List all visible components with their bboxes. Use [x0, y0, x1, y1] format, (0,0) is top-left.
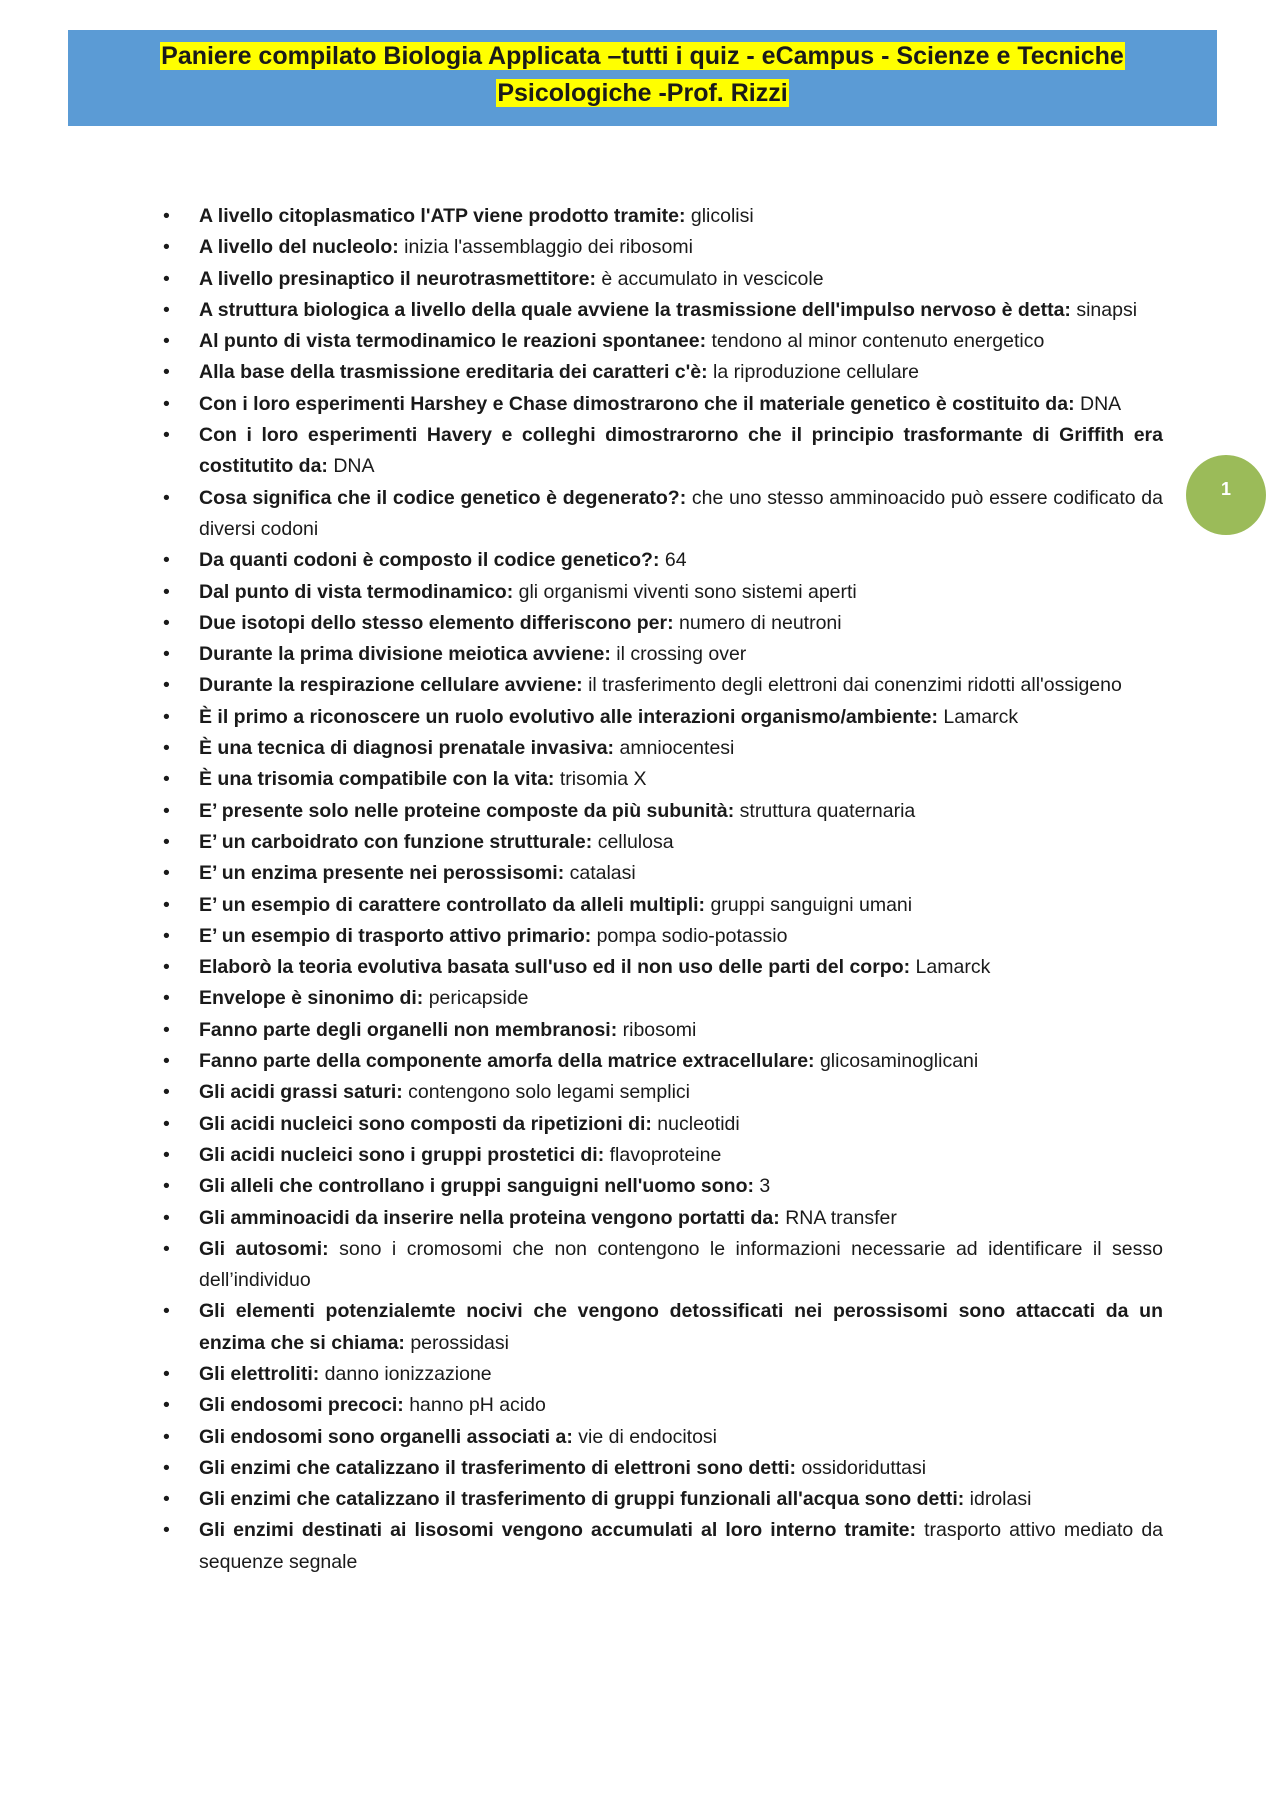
bullet-icon: •	[163, 830, 170, 853]
bullet-icon: •	[163, 267, 170, 290]
bullet-icon: •	[163, 1488, 170, 1511]
bullet-icon: •	[163, 956, 170, 979]
answer-text: perossidasi	[404, 1331, 509, 1354]
question-text: Gli alleli che controllano i gruppi sanguigni nell'uomo sono:	[199, 1175, 754, 1198]
list-item	[163, 357, 1163, 388]
list-item	[163, 1171, 1163, 1202]
question-text: E’ un enzima presente nei perossisomi:	[199, 862, 565, 885]
question-text: A livello del nucleolo:	[199, 236, 399, 259]
bullet-icon: •	[163, 987, 170, 1010]
list-item	[163, 389, 1163, 420]
list-item	[163, 639, 1163, 670]
list-item	[163, 1422, 1163, 1453]
bullet-icon: •	[163, 1237, 170, 1260]
bullet-icon: •	[163, 799, 170, 822]
question-text: Gli endosomi precoci:	[199, 1394, 404, 1417]
bullet-icon: •	[163, 1300, 170, 1323]
title-line-1: Paniere compilato Biologia Applicata –tutti i quiz - eCampus - Scienze e Tecniche	[161, 42, 1124, 70]
question-text: Fanno parte della componente amorfa della matrice extracellulare:	[199, 1050, 815, 1073]
list-item	[163, 326, 1163, 357]
answer-text: glicosaminoglicani	[814, 1050, 979, 1073]
list-item	[163, 733, 1163, 764]
answer-text: amniocentesi	[614, 737, 735, 760]
question-text: Gli elettroliti:	[199, 1362, 320, 1385]
bullet-icon: •	[163, 205, 170, 227]
question-text: Gli acidi nucleici sono i gruppi prostetici di:	[199, 1143, 605, 1166]
question-text: Cosa significa che il codice genetico è degenerato?:	[199, 486, 687, 509]
answer-text: il crossing over	[610, 643, 747, 666]
answer-text: RNA transfer	[779, 1206, 897, 1229]
answer-text: la riproduzione cellulare	[707, 361, 920, 384]
question-text: E’ un esempio di carattere controllato da alleli multipli:	[199, 893, 706, 916]
list-item	[163, 420, 1163, 483]
list-item	[163, 670, 1163, 701]
list-item	[163, 264, 1163, 295]
list-item	[163, 764, 1163, 795]
bullet-icon: •	[163, 893, 170, 916]
bullet-icon: •	[163, 580, 170, 603]
list-item	[163, 545, 1163, 576]
question-text: Gli acidi nucleici sono composti da ripetizioni di:	[199, 1112, 652, 1135]
answer-text: 3	[754, 1175, 771, 1198]
list-item	[163, 1453, 1163, 1484]
answer-text: hanno pH acido	[403, 1394, 546, 1417]
bullet-icon: •	[163, 737, 170, 760]
answer-text: inizia l'assemblaggio dei ribosomi	[398, 236, 693, 259]
answer-text: ossidoriduttasi	[796, 1456, 927, 1479]
document-title	[68, 38, 1217, 112]
list-item	[163, 702, 1163, 733]
question-text: E’ presente solo nelle proteine composte da più subunità:	[199, 799, 735, 822]
question-text: Fanno parte degli organelli non membranosi:	[199, 1018, 618, 1041]
list-item	[163, 1359, 1163, 1390]
answer-text: struttura quaternaria	[734, 799, 916, 822]
bullet-icon: •	[163, 611, 170, 634]
question-text: Gli acidi grassi saturi:	[199, 1081, 403, 1104]
answer-text: è accumulato in vescicole	[595, 267, 824, 290]
answer-text: vie di endocitosi	[572, 1425, 718, 1448]
list-item	[163, 921, 1163, 952]
question-text: È una trisomia compatibile con la vita:	[199, 768, 555, 791]
bullet-icon: •	[163, 643, 170, 666]
bullet-icon: •	[163, 1081, 170, 1104]
list-item	[163, 983, 1163, 1014]
question-text: A struttura biologica a livello della quale avviene la trasmissione dell'impulso nervoso è detta:	[199, 298, 1071, 321]
question-text: E’ un carboidrato con funzione strutturale:	[199, 830, 593, 853]
question-text: Elaborò la teoria evolutiva basata sull'uso ed il non uso delle parti del corpo:	[199, 956, 911, 979]
question-text: Con i loro esperimenti Havery e colleghi dimostrarorno che il principio trasformante di Griffith era costitutito da:	[199, 424, 1163, 478]
list-item	[163, 1109, 1163, 1140]
bullet-icon: •	[163, 1050, 170, 1073]
answer-text: pericapside	[423, 987, 529, 1010]
list-item	[163, 201, 1163, 232]
answer-text: che uno stesso amminoacido può essere codificato da diversi codoni	[199, 486, 1163, 540]
answer-text: tendono al minor contenuto energetico	[706, 330, 1045, 353]
list-item	[163, 890, 1163, 921]
bullet-icon: •	[163, 862, 170, 885]
bullet-icon: •	[163, 674, 170, 697]
question-text: Al punto di vista termodinamico le reazioni spontanee:	[199, 330, 707, 353]
answer-text: flavoproteine	[604, 1143, 722, 1166]
answer-text: ribosomi	[617, 1018, 697, 1041]
list-item	[163, 577, 1163, 608]
answer-text: gruppi sanguigni umani	[705, 893, 913, 916]
answer-text: il trasferimento degli elettroni dai conenzimi ridotti all'ossigeno	[582, 674, 1122, 697]
answer-text: sono i cromosomi che non contengono le informazioni necessarie ad identificare il sesso dell’individuo	[199, 1237, 1163, 1292]
bullet-icon: •	[163, 1362, 170, 1385]
page-number-badge	[1186, 455, 1266, 535]
bullet-icon: •	[163, 924, 170, 947]
list-item	[163, 1077, 1163, 1108]
answer-text: 64	[659, 549, 687, 572]
bullet-icon: •	[163, 1175, 170, 1198]
question-text: Durante la respirazione cellulare avviene:	[199, 674, 583, 697]
answer-text: pompa sodio-potassio	[591, 924, 788, 947]
list-item	[163, 483, 1163, 546]
answer-text: gli organismi viventi sono sistemi aperti	[513, 580, 857, 603]
bullet-icon: •	[163, 1456, 170, 1479]
question-text: Gli endosomi sono organelli associati a:	[199, 1425, 573, 1448]
list-item	[163, 608, 1163, 639]
question-text: Gli enzimi che catalizzano il trasferimento di gruppi funzionali all'acqua sono detti:	[199, 1488, 965, 1511]
question-text: È una tecnica di diagnosi prenatale invasiva:	[199, 737, 615, 760]
bullet-icon: •	[163, 1112, 170, 1135]
list-item	[163, 952, 1163, 983]
list-item	[163, 232, 1163, 263]
answer-text: Lamarck	[937, 705, 1019, 728]
list-item	[163, 796, 1163, 827]
bullet-icon: •	[163, 705, 170, 728]
list-item	[163, 1484, 1163, 1515]
list-item	[163, 295, 1163, 326]
page-number: 1	[1220, 479, 1231, 499]
answer-text: cellulosa	[592, 830, 674, 853]
list-item	[163, 1046, 1163, 1077]
question-text: Gli enzimi che catalizzano il trasferimento di elettroni sono detti:	[199, 1456, 797, 1479]
answer-text: danno ionizzazione	[319, 1362, 492, 1385]
bullet-icon: •	[163, 486, 170, 509]
question-text: Due isotopi dello stesso elemento differiscono per:	[199, 611, 674, 634]
bullet-icon: •	[163, 1018, 170, 1041]
bullet-icon: •	[163, 298, 170, 321]
bullet-icon: •	[163, 1394, 170, 1417]
bullet-icon: •	[163, 1206, 170, 1229]
question-text: A livello citoplasmatico l'ATP viene prodotto tramite:	[199, 205, 686, 227]
bullet-icon: •	[163, 392, 170, 415]
list-item	[163, 1515, 1163, 1578]
list-item	[163, 1140, 1163, 1171]
answer-text: catalasi	[564, 862, 636, 885]
title-line-2: Psicologiche -Prof. Rizzi	[497, 79, 788, 107]
bullet-icon: •	[163, 1143, 170, 1166]
list-item	[163, 1015, 1163, 1046]
question-text: Gli enzimi destinati ai lisosomi vengono accumulati al loro interno tramite:	[199, 1519, 916, 1542]
answer-text: DNA	[1074, 392, 1122, 415]
question-text: Gli elementi potenzialemte nocivi che vengono detossificati nei perossisomi sono attaccati da un enzima che si chiama:	[199, 1300, 1163, 1354]
question-text: Dal punto di vista termodinamico:	[199, 580, 514, 603]
answer-text: DNA	[327, 455, 375, 478]
question-text: Gli autosomi:	[199, 1237, 329, 1260]
list-item	[163, 1234, 1163, 1297]
bullet-icon: •	[163, 1519, 170, 1542]
answer-text: Lamarck	[910, 956, 991, 979]
question-text: A livello presinaptico il neurotrasmettitore:	[199, 267, 596, 290]
list-item	[163, 1390, 1163, 1421]
answer-text: glicolisi	[685, 205, 754, 227]
question-text: Da quanti codoni è composto il codice genetico?:	[199, 549, 660, 572]
bullet-icon: •	[163, 768, 170, 791]
answer-text: idrolasi	[964, 1488, 1032, 1511]
bullet-icon: •	[163, 424, 170, 447]
question-text: Alla base della trasmissione ereditaria dei caratteri c'è:	[199, 361, 708, 384]
bullet-icon: •	[163, 549, 170, 572]
question-text: Con i loro esperimenti Harshey e Chase dimostrarono che il materiale genetico è costituito da:	[199, 392, 1075, 415]
answer-text: numero di neutroni	[673, 611, 842, 634]
question-text: Envelope è sinonimo di:	[199, 987, 424, 1010]
list-item	[163, 827, 1163, 858]
bullet-icon: •	[163, 1425, 170, 1448]
question-text: Gli amminoacidi da inserire nella proteina vengono portatti da:	[199, 1206, 780, 1229]
bullet-icon: •	[163, 236, 170, 259]
answer-text: contengono solo legami semplici	[402, 1081, 690, 1104]
answer-text: trasporto attivo mediato da sequenze segnale	[199, 1519, 1164, 1573]
answer-text: nucleotidi	[651, 1112, 740, 1135]
quiz-list	[163, 201, 1163, 1578]
list-item	[163, 1203, 1163, 1234]
list-item	[163, 1296, 1163, 1359]
question-text: E’ un esempio di trasporto attivo primario:	[199, 924, 592, 947]
answer-text: sinapsi	[1070, 298, 1138, 321]
answer-text: trisomia X	[554, 768, 647, 791]
list-item	[163, 858, 1163, 889]
bullet-icon: •	[163, 330, 170, 353]
question-text: È il primo a riconoscere un ruolo evolutivo alle interazioni organismo/ambiente:	[199, 705, 938, 728]
bullet-icon: •	[163, 361, 170, 384]
question-text: Durante la prima divisione meiotica avviene:	[199, 643, 611, 666]
